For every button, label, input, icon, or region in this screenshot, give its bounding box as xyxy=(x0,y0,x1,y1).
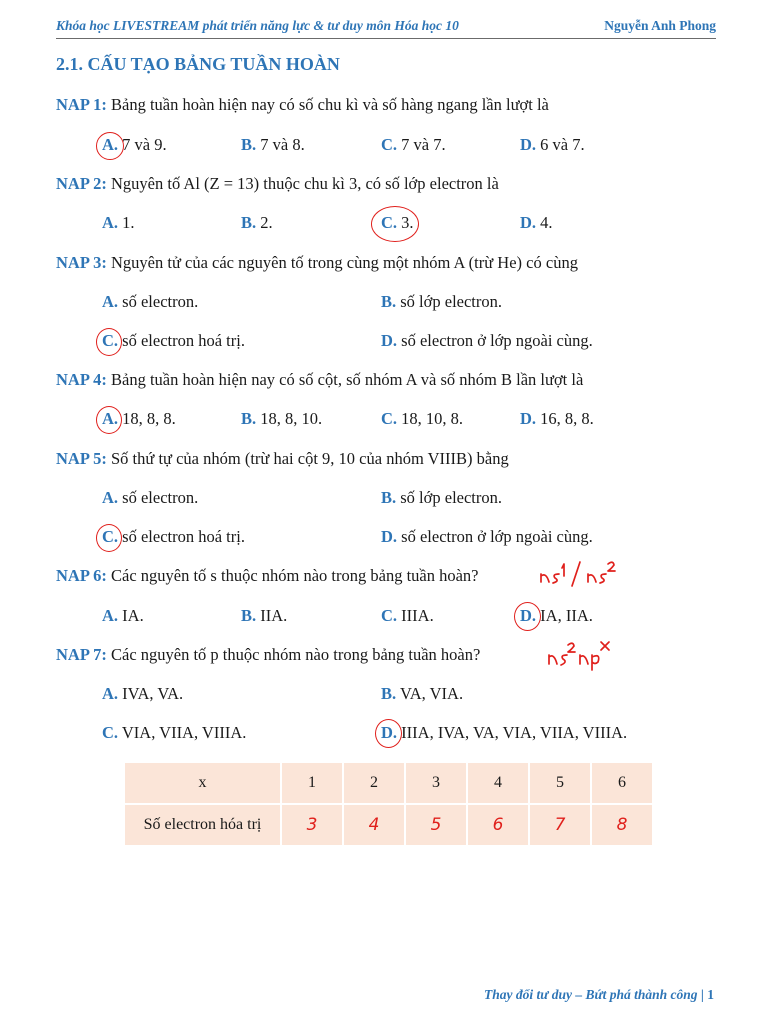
option-3c: C. số electron hoá trị. xyxy=(102,331,245,350)
option-7d: D. IIIA, IVA, VA, VIA, VIIA, VIIIA. xyxy=(381,723,628,742)
table-cell: 2 xyxy=(343,762,405,804)
table-cell: 6 xyxy=(591,762,653,804)
question-label: NAP 7: xyxy=(56,645,107,664)
option-7b: B. VA, VIA. xyxy=(381,684,464,703)
answer-circle xyxy=(375,719,402,748)
table-cell: 3 xyxy=(405,762,467,804)
option-4a: A. 18, 8, 8. xyxy=(102,409,176,428)
question-label: NAP 3: xyxy=(56,253,107,272)
option-3d: D. số electron ở lớp ngoài cùng. xyxy=(381,331,593,350)
option-5a: A. số electron. xyxy=(102,488,199,507)
answer-circle xyxy=(514,602,541,631)
question-label: NAP 4: xyxy=(56,370,107,389)
handwritten-value: 6 xyxy=(467,804,529,846)
question-6 xyxy=(56,566,479,586)
option-1a: A. 7 và 9. xyxy=(102,135,167,154)
option-3b: B. số lớp electron. xyxy=(381,292,503,311)
answer-circle xyxy=(96,406,122,434)
answer-circle xyxy=(371,206,419,242)
table-cell: 4 xyxy=(467,762,529,804)
option-2c: C. 3. xyxy=(381,213,414,232)
handwritten-value: 8 xyxy=(591,804,653,846)
option-4c: C. 18, 10, 8. xyxy=(381,409,464,428)
header-course-title: Khóa học LIVESTREAM phát triển năng lực & tư duy môn Hóa học 10 xyxy=(56,18,459,33)
page-header xyxy=(56,18,716,39)
option-2b: B. 2. xyxy=(241,213,273,232)
valence-electron-table xyxy=(123,761,654,847)
option-6d: D. IA, IIA. xyxy=(520,606,593,625)
option-5d: D. số electron ở lớp ngoài cùng. xyxy=(381,527,593,546)
question-5 xyxy=(56,449,509,469)
handwritten-value: 3 xyxy=(281,804,343,846)
handwritten-note-ns2-npx xyxy=(546,638,616,672)
handwritten-note-ns1-ns2 xyxy=(538,558,618,588)
handwritten-value: 4 xyxy=(343,804,405,846)
table-header-row xyxy=(124,762,653,804)
table-row xyxy=(124,804,653,846)
option-4d: D. 16, 8, 8. xyxy=(520,409,594,428)
question-text: Nguyên tố Al (Z = 13) thuộc chu kì 3, có số lớp electron là xyxy=(111,174,499,193)
handwritten-value: 5 xyxy=(405,804,467,846)
header-author: Nguyễn Anh Phong xyxy=(604,18,716,33)
question-text: Các nguyên tố s thuộc nhóm nào trong bảng tuần hoàn? xyxy=(111,566,479,585)
answer-circle xyxy=(96,524,122,552)
question-text: Các nguyên tố p thuộc nhóm nào trong bảng tuần hoàn? xyxy=(111,645,481,664)
question-label: NAP 5: xyxy=(56,449,107,468)
option-5b: B. số lớp electron. xyxy=(381,488,503,507)
option-3a: A. số electron. xyxy=(102,292,199,311)
answer-circle xyxy=(96,328,122,356)
question-1 xyxy=(56,95,549,115)
option-5c: C. số electron hoá trị. xyxy=(102,527,245,546)
table-cell: x xyxy=(124,762,281,804)
section-title: 2.1. CẤU TẠO BẢNG TUẦN HOÀN xyxy=(56,54,340,74)
option-6c: C. IIIA. xyxy=(381,606,434,625)
answer-circle xyxy=(96,132,124,160)
question-label: NAP 6: xyxy=(56,566,107,585)
question-label: NAP 2: xyxy=(56,174,107,193)
option-1d: D. 6 và 7. xyxy=(520,135,585,154)
table-row-label: Số electron hóa trị xyxy=(124,804,281,846)
question-2 xyxy=(56,174,499,194)
table-cell: 5 xyxy=(529,762,591,804)
question-label: NAP 1: xyxy=(56,95,107,114)
option-2a: A. 1. xyxy=(102,213,135,232)
footer-slogan: Thay đổi tư duy – Bứt phá thành công xyxy=(484,987,698,1002)
option-1b: B. 7 và 8. xyxy=(241,135,305,154)
page-footer: Thay đổi tư duy – Bứt phá thành công | 1 xyxy=(484,987,714,1002)
question-3 xyxy=(56,253,578,273)
question-7 xyxy=(56,645,480,665)
question-text: Nguyên tử của các nguyên tố trong cùng một nhóm A (trừ He) có cùng xyxy=(111,253,578,272)
question-4 xyxy=(56,370,583,390)
question-text: Số thứ tự của nhóm (trừ hai cột 9, 10 của nhóm VIIIB) bằng xyxy=(111,449,509,468)
question-text: Bảng tuần hoàn hiện nay có số cột, số nhóm A và số nhóm B lần lượt là xyxy=(111,370,584,389)
option-6b: B. IIA. xyxy=(241,606,288,625)
table-cell: 1 xyxy=(281,762,343,804)
option-7a: A. IVA, VA. xyxy=(102,684,184,703)
option-1c: C. 7 và 7. xyxy=(381,135,446,154)
option-4b: B. 18, 8, 10. xyxy=(241,409,323,428)
question-text: Bảng tuần hoàn hiện nay có số chu kì và số hàng ngang lần lượt là xyxy=(111,95,549,114)
page-number: 1 xyxy=(707,987,714,1002)
option-6a: A. IA. xyxy=(102,606,144,625)
option-7c: C. VIA, VIIA, VIIIA. xyxy=(102,723,247,742)
option-2d: D. 4. xyxy=(520,213,553,232)
handwritten-value: 7 xyxy=(529,804,591,846)
